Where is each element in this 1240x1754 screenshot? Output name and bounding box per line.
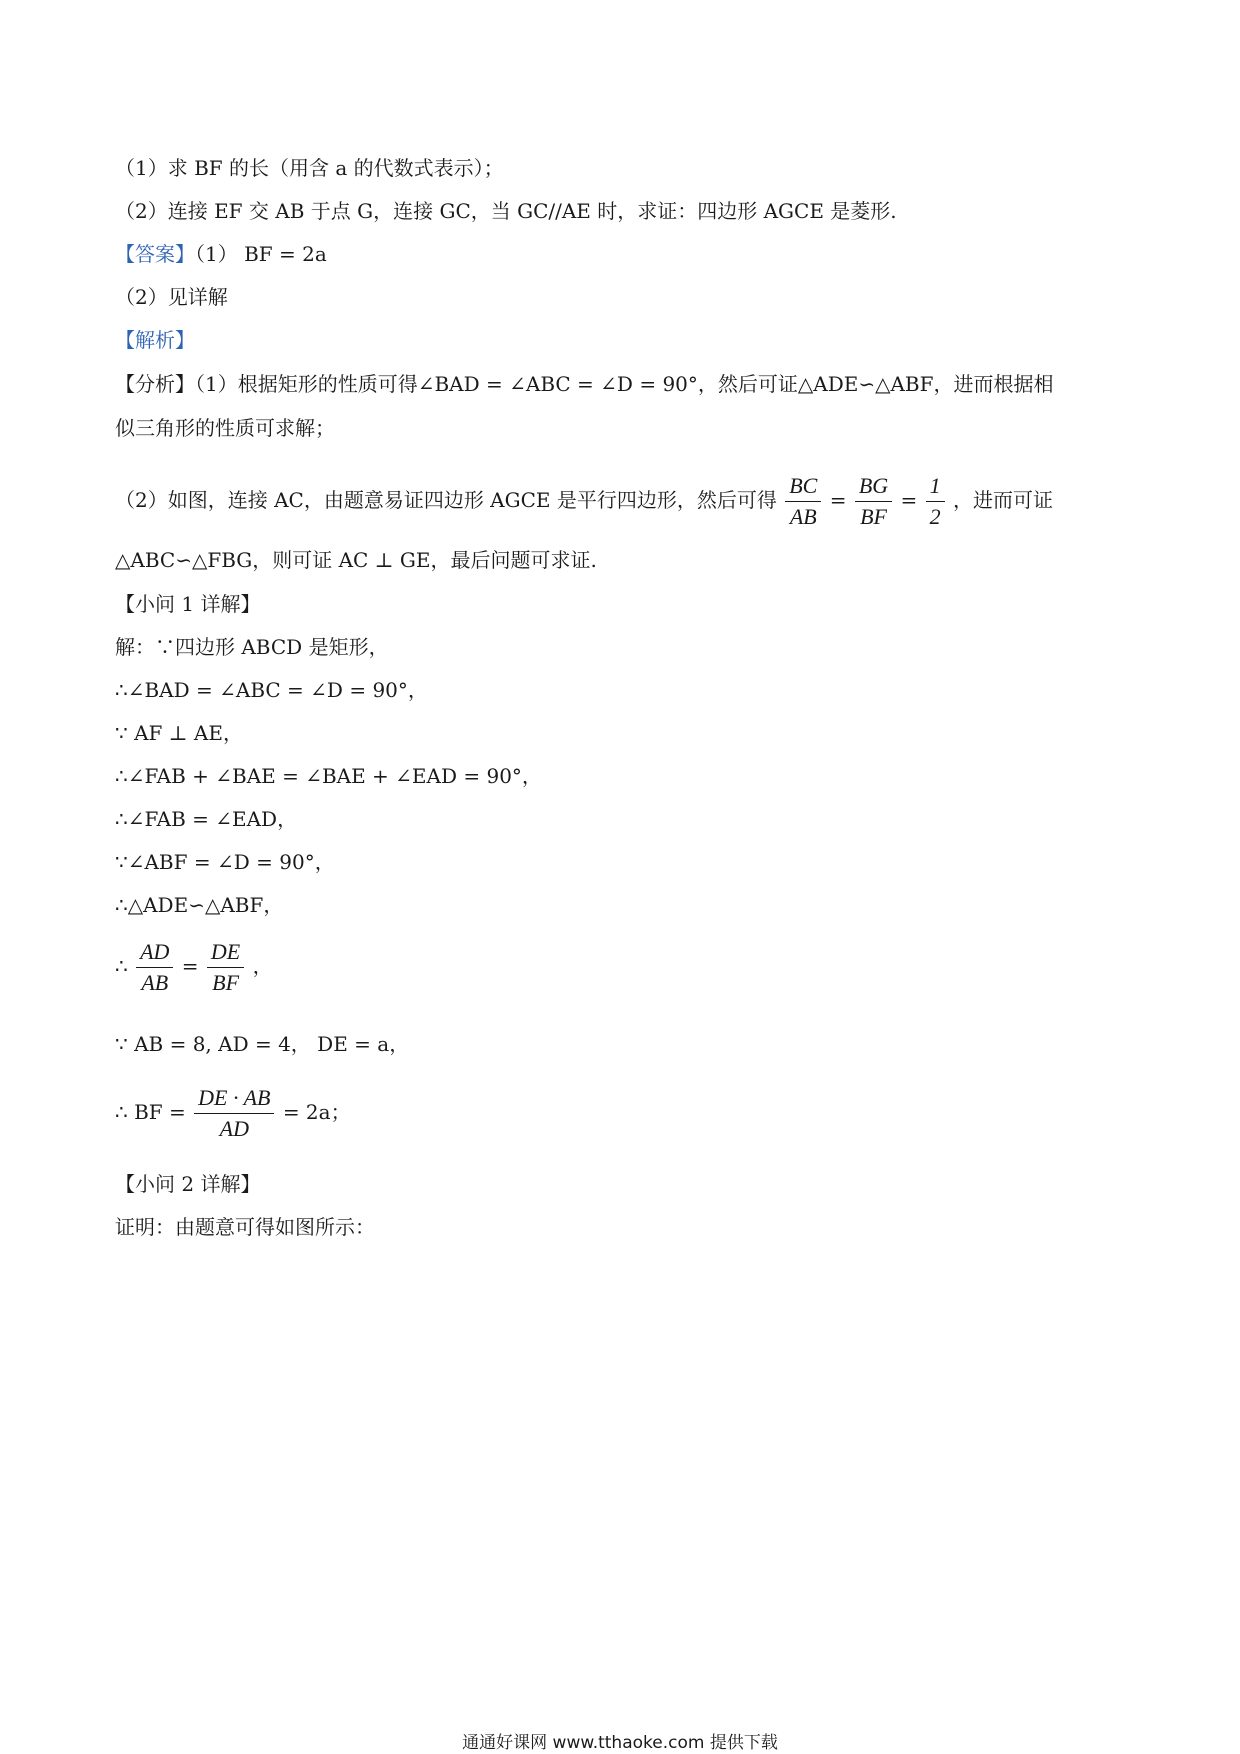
fraction-denominator: AD	[219, 1116, 249, 1141]
fenxi-line-1: 【分析】（1）根据矩形的性质可得∠BAD = ∠ABC = ∠D = 90°，然后可证△ADE∽△ABF，进而根据相	[115, 372, 1054, 396]
fraction-deab-ad	[194, 1083, 274, 1144]
part-1-tag: 【小问 1 详解】	[115, 592, 261, 616]
fraction-numerator: BC	[785, 471, 821, 502]
fraction-numerator: 1	[926, 471, 945, 502]
equals-sign: =	[829, 488, 847, 512]
fenxi-3-text: （2）如图，连接 AC，由题意易证四边形 AGCE 是平行四边形，然后可得	[115, 488, 777, 512]
fraction-ad-ab	[136, 937, 173, 998]
fenxi-line-2: 似三角形的性质可求解；	[115, 416, 335, 440]
question-part-2: （2）连接 EF 交 AB 于点 G，连接 GC，当 GC//AE 时，求证：四边形 AGCE 是菱形.	[115, 199, 897, 223]
fraction-denominator: BF	[860, 504, 887, 529]
fraction-denominator: AB	[141, 970, 169, 995]
fraction-denominator: 2	[929, 504, 941, 529]
equals-sign: =	[181, 954, 199, 978]
step-4: ∴∠FAB + ∠BAE = ∠BAE + ∠EAD = 90°，	[115, 764, 542, 788]
step-11: 证明：由题意可得如图所示：	[115, 1215, 375, 1239]
fraction-denominator: AB	[789, 504, 817, 529]
page-footer: 通通好课网 www.tthaoke.com 提供下载	[462, 1733, 778, 1753]
step-6: ∵∠ABF = ∠D = 90°，	[115, 850, 335, 874]
answer-1: （1） BF = 2a	[195, 242, 327, 266]
analysis-tag: 【解析】	[115, 328, 195, 352]
equals-sign: =	[900, 488, 918, 512]
answer-tag: 【答案】	[115, 242, 195, 266]
fraction-one-half	[926, 471, 945, 532]
step-10	[115, 1080, 351, 1144]
fraction-bg-bf	[855, 471, 892, 532]
step-9: ∵ AB = 8, AD = 4， DE = a，	[115, 1032, 410, 1056]
step-1: 解：∵四边形 ABCD 是矩形，	[115, 635, 389, 659]
fenxi-line-4: △ABC∽△FBG，则可证 AC ⊥ GE，最后问题可求证.	[115, 548, 597, 572]
answer-2: （2）见详解	[115, 285, 228, 309]
answer-row	[115, 240, 327, 268]
fraction-de-bf	[207, 937, 244, 998]
question-part-1: （1）求 BF 的长（用含 a 的代数式表示）；	[115, 156, 504, 180]
fraction-denominator: BF	[212, 970, 240, 995]
fraction-numerator: BG	[855, 471, 892, 502]
step-5: ∴∠FAB = ∠EAD，	[115, 807, 298, 831]
fraction-numerator: DE	[207, 937, 244, 968]
therefore-symbol: ∴	[115, 954, 128, 978]
fenxi-line-3	[115, 470, 1053, 532]
fraction-numerator: DE · AB	[194, 1083, 274, 1114]
fraction-numerator: AD	[136, 937, 173, 968]
part-2-tag: 【小问 2 详解】	[115, 1172, 261, 1196]
step-8-tail: ，	[252, 954, 273, 978]
fenxi-3-tail: ，进而可证	[953, 488, 1054, 512]
fraction-bc-ab	[785, 471, 821, 532]
step-10-tail: = 2a；	[282, 1100, 351, 1124]
step-2: ∴∠BAD = ∠ABC = ∠D = 90°，	[115, 678, 428, 702]
step-3: ∵ AF ⊥ AE，	[115, 721, 243, 745]
step-8	[115, 934, 273, 998]
step-7: ∴△ADE∽△ABF，	[115, 893, 284, 917]
step-10-head: ∴ BF =	[115, 1100, 186, 1124]
